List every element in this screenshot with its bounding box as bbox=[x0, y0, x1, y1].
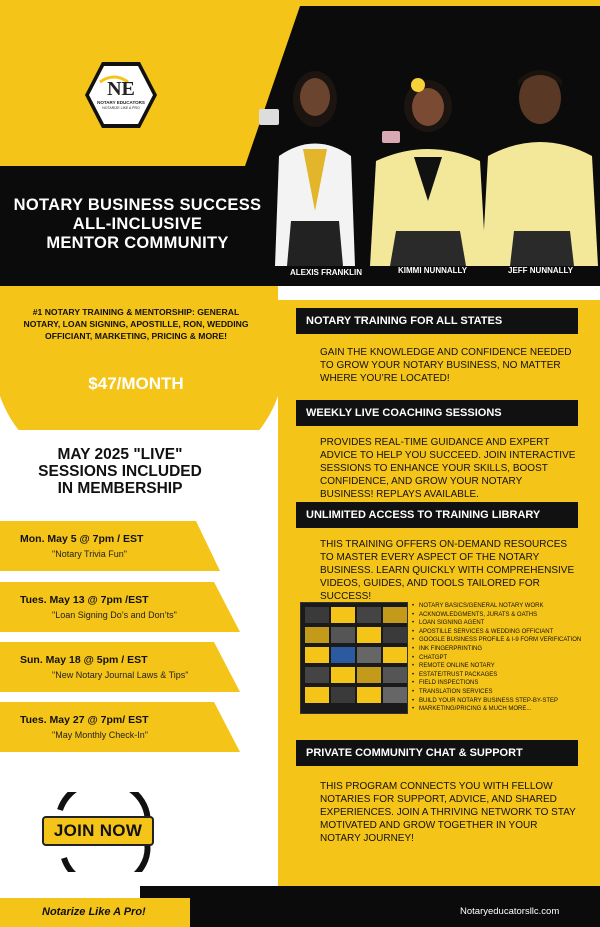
list-item: • APOSTILLE SERVICES & WEDDING OFFICIANT bbox=[412, 628, 592, 637]
brand-logo bbox=[84, 60, 158, 130]
session-item bbox=[0, 582, 240, 632]
training-library-screenshot bbox=[300, 602, 408, 714]
list-item: • ESTATE/TRUST PACKAGES bbox=[412, 671, 592, 680]
section-heading: UNLIMITED ACCESS TO TRAINING LIBRARY bbox=[296, 502, 578, 528]
list-item: • LOAN SIGNING AGENT bbox=[412, 619, 592, 628]
list-item: • TRANSLATION SERVICES bbox=[412, 688, 592, 697]
join-now-area bbox=[40, 792, 160, 872]
list-item: • MARKETING/PRICING & MUCH MORE... bbox=[412, 705, 592, 714]
list-item: • NOTARY BASICS/GENERAL NOTARY WORK bbox=[412, 602, 592, 611]
session-date: Mon. May 5 @ 7pm / EST bbox=[20, 533, 144, 545]
list-item: • FIELD INSPECTIONS bbox=[412, 679, 592, 688]
person-kimmi-photo bbox=[360, 71, 495, 266]
logo-initials: NE bbox=[107, 78, 135, 100]
session-topic: "Loan Signing Do’s and Don’ts" bbox=[52, 610, 177, 620]
library-topic-list bbox=[412, 602, 592, 714]
hero-title bbox=[0, 196, 275, 253]
session-item bbox=[0, 521, 220, 571]
session-banner-shape bbox=[0, 521, 220, 571]
person-jeff-photo bbox=[480, 56, 600, 266]
list-item: • GOOGLE BUSINESS PROFILE & I-9 FORM VERIFICATION bbox=[412, 636, 592, 645]
section-body: GAIN THE KNOWLEDGE AND CONFIDENCE NEEDED TO GROW YOUR NOTARY BUSINESS, NO MATTER WHERE YOU’RE LOCATED! bbox=[320, 347, 572, 384]
sessions-title-line: IN MEMBERSHIP bbox=[57, 480, 183, 497]
sessions-title-line: MAY 2025 "LIVE" bbox=[57, 446, 183, 463]
list-item: • REMOTE ONLINE NOTARY bbox=[412, 662, 592, 671]
join-now-button[interactable]: JOIN NOW bbox=[42, 816, 154, 846]
person-name-label: JEFF NUNNALLY bbox=[508, 266, 574, 275]
hero-title-line: MENTOR COMMUNITY bbox=[46, 234, 229, 252]
section-heading: NOTARY TRAINING FOR ALL STATES bbox=[296, 308, 578, 334]
session-banner-shape bbox=[0, 702, 240, 752]
footer-slogan: Notarize Like A Pro! bbox=[42, 906, 146, 918]
session-date: Sun. May 18 @ 5pm / EST bbox=[20, 654, 148, 666]
sessions-title-line: SESSIONS INCLUDED bbox=[38, 463, 202, 480]
section-body: THIS TRAINING OFFERS ON-DEMAND RESOURCES TO MASTER EVERY ASPECT OF THE NOTARY BUSINESS. LEARN QUICKLY WITH COMPREHENSIVE VIDEOS, GUIDES, AND TOOLS TAILORED FOR SUCCESS! bbox=[320, 539, 575, 602]
logo-tagline: NOTARIZE LIKE A PRO bbox=[102, 106, 140, 110]
footer-website-link[interactable]: Notaryeducatorsllc.com bbox=[460, 906, 560, 917]
section-body: THIS PROGRAM CONNECTS YOU WITH FELLOW NOTARIES FOR SUPPORT, ADVICE, AND SHARED EXPERIENCES. JOIN A THRIVING NETWORK TO STAY MOTIVATED AND GROW TOGETHER IN YOUR NOTARY JOURNEY! bbox=[320, 781, 576, 844]
section-heading: WEEKLY LIVE COACHING SESSIONS bbox=[296, 400, 578, 426]
session-topic: "Notary Trivia Fun" bbox=[52, 549, 127, 559]
list-item: • CHATGPT bbox=[412, 654, 592, 663]
sessions-title bbox=[0, 446, 240, 497]
promo-description: #1 NOTARY TRAINING & MENTORSHIP: GENERAL NOTARY, LOAN SIGNING, APOSTILLE, RON, WEDDING OFFICIANT, MARKETING, PRICING & MORE! bbox=[23, 307, 249, 341]
person-name-label: ALEXIS FRANKLIN bbox=[290, 268, 362, 277]
session-item bbox=[0, 702, 240, 752]
hero-title-line: ALL-INCLUSIVE bbox=[72, 215, 203, 233]
person-alexis-photo bbox=[255, 61, 375, 266]
list-item: • BUILD YOUR NOTARY BUSINESS STEP-BY-STEP bbox=[412, 697, 592, 706]
session-topic: "New Notary Journal Laws & Tips" bbox=[52, 670, 189, 680]
session-item bbox=[0, 642, 240, 692]
section-heading: PRIVATE COMMUNITY CHAT & SUPPORT bbox=[296, 740, 578, 766]
session-date: Tues. May 13 @ 7pm /EST bbox=[20, 594, 149, 606]
promo-price: $47/MONTH bbox=[88, 374, 184, 393]
session-topic: "May Monthly Check-In" bbox=[52, 730, 148, 740]
person-name-label: KIMMI NUNNALLY bbox=[398, 266, 468, 275]
session-banner-shape bbox=[0, 642, 240, 692]
hero-title-line: NOTARY BUSINESS SUCCESS bbox=[13, 196, 262, 214]
logo-name: NOTARY EDUCATORS bbox=[97, 100, 145, 105]
list-item: • ACKNOWLEDGMENTS, JURATS & OATHS bbox=[412, 611, 592, 620]
session-banner-shape bbox=[0, 582, 240, 632]
hero-banner bbox=[0, 6, 600, 286]
session-date: Tues. May 27 @ 7pm/ EST bbox=[20, 714, 149, 726]
section-body: PROVIDES REAL-TIME GUIDANCE AND EXPERT ADVICE TO HELP YOU SUCCEED. JOIN INTERACTIVE SESSIONS TO ENHANCE YOUR SKILLS, BOOST CONFIDENCE, AND GROW YOUR NOTARY BUSINESS! REPLAYS AVAILABLE. bbox=[320, 437, 576, 500]
list-item: • INK FINGERPRINTING bbox=[412, 645, 592, 654]
